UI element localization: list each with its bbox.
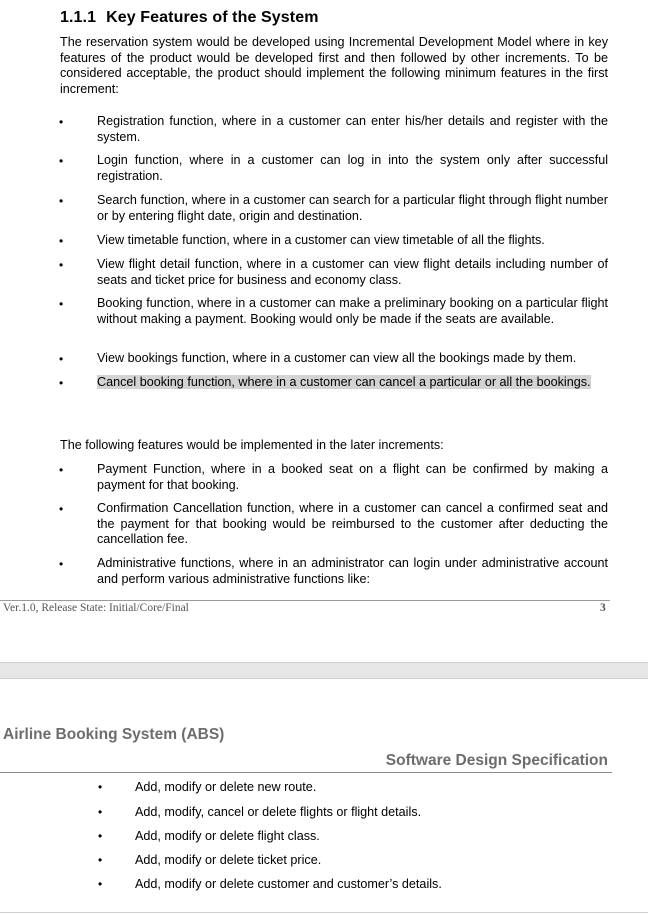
page-break-gap	[0, 662, 648, 679]
list-item-text: Payment Function, where in a booked seat on a flight can be confirmed by making a payment for that booking.	[97, 462, 608, 492]
document-page-4	[0, 679, 648, 914]
list-item-text: Add, modify, cancel or delete flights or flight details.	[135, 805, 422, 819]
section-title: Key Features of the System	[106, 9, 319, 26]
list-item-text: View bookings function, where in a customer can view all the bookings made by them.	[97, 351, 577, 365]
footer-divider	[0, 600, 610, 601]
page-bottom-edge	[0, 912, 648, 913]
list-item-text: Administrative functions, where in an administrator can login under administrative account and perform various administrative functions like:	[97, 556, 608, 586]
intro-paragraph: The reservation system would be developed using Incremental Development Model where in key features of the product would be developed first and then followed by other increments. To be considered acceptable, the product should implement the following minimum features in the first increment:	[60, 35, 608, 96]
bullet: •	[59, 194, 64, 208]
section-number: 1.1.1	[60, 9, 97, 26]
bullet: •	[98, 805, 103, 819]
page-header-subtitle: Software Design Specification	[385, 752, 608, 769]
list-item-text: View timetable function, where in a customer can view timetable of all the flights.	[97, 233, 545, 247]
list-item-text: Login function, where in a customer can log in into the system only after successful registration.	[97, 153, 608, 183]
section-heading	[60, 9, 319, 27]
list-item-text: Search function, where in a customer can search for a particular flight through flight number or by entering flight date, origin and destination.	[97, 193, 608, 223]
highlighted-list-item-text[interactable]	[97, 375, 608, 391]
list-item-text: Add, modify or delete flight class.	[135, 829, 320, 843]
page-header-title: Airline Booking System (ABS)	[3, 726, 225, 743]
later-increments-intro: The following features would be implemented in the later increments:	[60, 438, 444, 452]
list-item-text: Add, modify or delete customer and customer’s details.	[135, 877, 442, 891]
list-item-text: Confirmation Cancellation function, where in a customer can cancel a confirmed seat and the payment for that booking would be reimbursed to the customer after deducting the cancellation fee.	[97, 501, 608, 547]
text-selection-highlight[interactable]: Cancel booking function, where in a customer can cancel a particular or all the bookings.	[97, 375, 591, 389]
bullet: •	[59, 502, 64, 516]
list-item-text: Registration function, where in a customer can enter his/her details and register with the system.	[97, 114, 608, 144]
bullet: •	[59, 376, 64, 390]
bullet: •	[59, 154, 64, 168]
list-item-text: Booking function, where in a customer can make a preliminary booking on a particular flight without making a payment. Booking would only be made if the seats are available.	[97, 296, 608, 326]
bullet: •	[59, 463, 64, 477]
bullet: •	[98, 853, 103, 867]
bullet: •	[59, 234, 64, 248]
bullet: •	[59, 557, 64, 571]
bullet: •	[59, 297, 64, 311]
bullet: •	[59, 258, 64, 272]
bullet: •	[98, 877, 103, 891]
list-item-text: View flight detail function, where in a customer can view flight details including number of seats and ticket price for business and economy class.	[97, 257, 608, 287]
bullet: •	[98, 829, 103, 843]
bullet: •	[98, 780, 103, 794]
footer-version: Ver.1.0, Release State: Initial/Core/Final	[3, 602, 189, 614]
footer-page-number: 3	[600, 602, 606, 614]
header-divider	[0, 772, 612, 773]
bullet: •	[59, 115, 64, 129]
list-item-text: Add, modify or delete ticket price.	[135, 853, 322, 867]
list-item-text: Add, modify or delete new route.	[135, 780, 317, 794]
bullet: •	[59, 352, 64, 366]
